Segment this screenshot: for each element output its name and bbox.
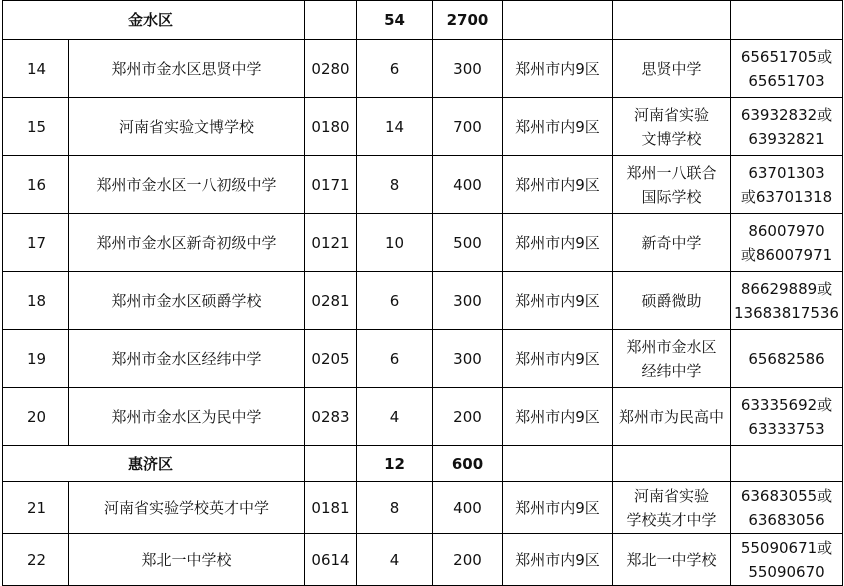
- school-code: 0614: [305, 534, 357, 586]
- class-count: 8: [357, 156, 433, 214]
- table-row: [3, 156, 843, 214]
- contact-phone: 86007970 或86007971: [731, 214, 843, 272]
- class-count: 8: [357, 482, 433, 534]
- student-count: 400: [433, 156, 503, 214]
- school-name: 郑州市金水区为民中学: [69, 388, 305, 446]
- row-number: 17: [3, 214, 69, 272]
- section-partner-cell: [613, 446, 731, 482]
- contact-phone: 65651705或 65651703: [731, 40, 843, 98]
- school-table: [2, 0, 843, 586]
- school-name: 河南省实验文博学校: [69, 98, 305, 156]
- student-count: 500: [433, 214, 503, 272]
- enrollment-area: 郑州市内9区: [503, 482, 613, 534]
- class-count: 10: [357, 214, 433, 272]
- student-count: 300: [433, 330, 503, 388]
- section-classes: 12: [357, 446, 433, 482]
- school-code: 0180: [305, 98, 357, 156]
- school-code: 0171: [305, 156, 357, 214]
- section-header-jinshui: [3, 1, 843, 40]
- partner-school: 思贤中学: [613, 40, 731, 98]
- contact-phone: 86629889或 13683817536: [731, 272, 843, 330]
- partner-school: 河南省实验 学校英才中学: [613, 482, 731, 534]
- class-count: 4: [357, 388, 433, 446]
- enrollment-area: 郑州市内9区: [503, 214, 613, 272]
- table-row: [3, 482, 843, 534]
- section-area-cell: [503, 446, 613, 482]
- school-name: 郑州市金水区经纬中学: [69, 330, 305, 388]
- row-number: 18: [3, 272, 69, 330]
- class-count: 6: [357, 272, 433, 330]
- table-row: [3, 214, 843, 272]
- section-classes: 54: [357, 1, 433, 40]
- partner-school: 郑州市金水区 经纬中学: [613, 330, 731, 388]
- enrollment-area: 郑州市内9区: [503, 330, 613, 388]
- section-code-cell: [305, 1, 357, 40]
- enrollment-area: 郑州市内9区: [503, 272, 613, 330]
- class-count: 14: [357, 98, 433, 156]
- section-header-huiji: [3, 446, 843, 482]
- class-count: 6: [357, 330, 433, 388]
- school-name: 郑州市金水区一八初级中学: [69, 156, 305, 214]
- table-row: [3, 388, 843, 446]
- contact-phone: 55090671或 55090670: [731, 534, 843, 586]
- partner-school: 硕爵微助: [613, 272, 731, 330]
- student-count: 300: [433, 272, 503, 330]
- row-number: 19: [3, 330, 69, 388]
- school-code: 0205: [305, 330, 357, 388]
- class-count: 4: [357, 534, 433, 586]
- partner-school: 郑州一八联合 国际学校: [613, 156, 731, 214]
- school-code: 0181: [305, 482, 357, 534]
- enrollment-area: 郑州市内9区: [503, 534, 613, 586]
- school-name: 郑州市金水区新奇初级中学: [69, 214, 305, 272]
- row-number: 22: [3, 534, 69, 586]
- partner-school: 河南省实验 文博学校: [613, 98, 731, 156]
- section-phone-cell: [731, 1, 843, 40]
- student-count: 300: [433, 40, 503, 98]
- row-number: 21: [3, 482, 69, 534]
- contact-phone: 63683055或 63683056: [731, 482, 843, 534]
- section-students: 2700: [433, 1, 503, 40]
- table-row: [3, 330, 843, 388]
- section-name: 惠济区: [3, 446, 305, 482]
- enrollment-area: 郑州市内9区: [503, 156, 613, 214]
- section-name: 金水区: [3, 1, 305, 40]
- row-number: 14: [3, 40, 69, 98]
- row-number: 15: [3, 98, 69, 156]
- section-students: 600: [433, 446, 503, 482]
- enrollment-area: 郑州市内9区: [503, 98, 613, 156]
- school-name: 郑北一中学校: [69, 534, 305, 586]
- student-count: 700: [433, 98, 503, 156]
- school-code: 0280: [305, 40, 357, 98]
- table-row: [3, 534, 843, 586]
- partner-school: 新奇中学: [613, 214, 731, 272]
- school-name: 郑州市金水区硕爵学校: [69, 272, 305, 330]
- school-code: 0121: [305, 214, 357, 272]
- contact-phone: 65682586: [731, 330, 843, 388]
- student-count: 200: [433, 388, 503, 446]
- partner-school: 郑北一中学校: [613, 534, 731, 586]
- contact-phone: 63335692或 63333753: [731, 388, 843, 446]
- enrollment-area: 郑州市内9区: [503, 388, 613, 446]
- section-code-cell: [305, 446, 357, 482]
- row-number: 20: [3, 388, 69, 446]
- table-row: [3, 272, 843, 330]
- student-count: 400: [433, 482, 503, 534]
- school-code: 0281: [305, 272, 357, 330]
- section-phone-cell: [731, 446, 843, 482]
- enrollment-area: 郑州市内9区: [503, 40, 613, 98]
- contact-phone: 63701303 或63701318: [731, 156, 843, 214]
- row-number: 16: [3, 156, 69, 214]
- school-name: 郑州市金水区思贤中学: [69, 40, 305, 98]
- partner-school: 郑州市为民高中: [613, 388, 731, 446]
- section-partner-cell: [613, 1, 731, 40]
- section-area-cell: [503, 1, 613, 40]
- student-count: 200: [433, 534, 503, 586]
- school-code: 0283: [305, 388, 357, 446]
- table-row: [3, 40, 843, 98]
- contact-phone: 63932832或 63932821: [731, 98, 843, 156]
- school-name: 河南省实验学校英才中学: [69, 482, 305, 534]
- class-count: 6: [357, 40, 433, 98]
- table-row: [3, 98, 843, 156]
